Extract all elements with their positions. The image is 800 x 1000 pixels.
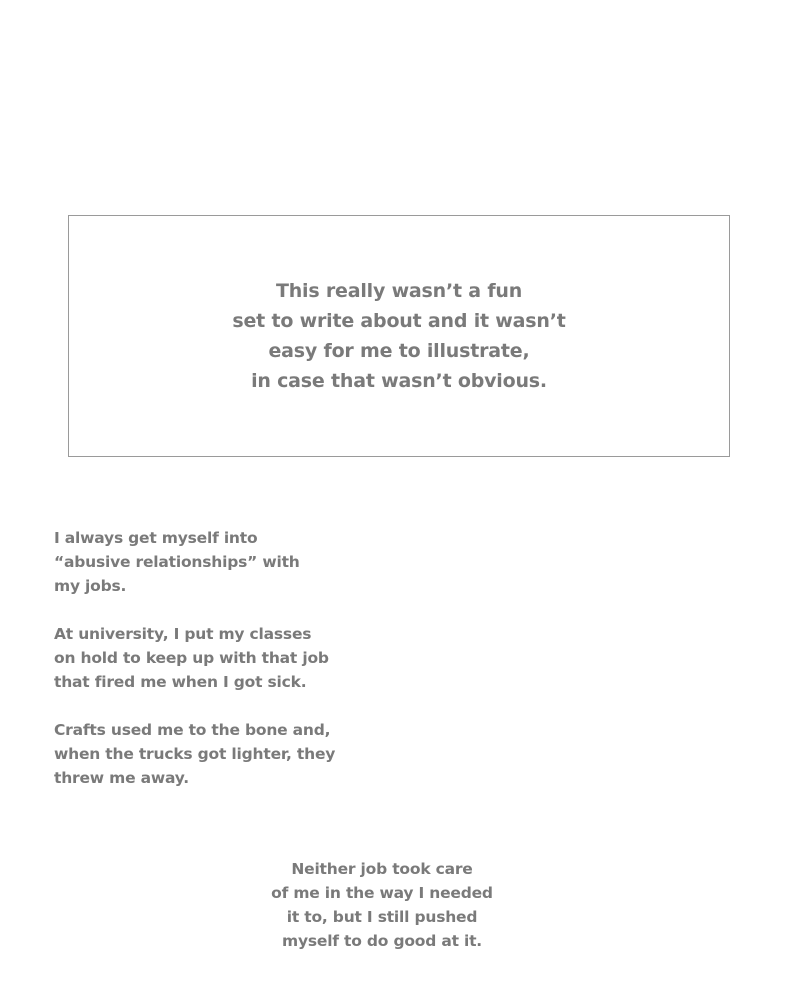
paragraph-line: threw me away.: [54, 769, 189, 787]
paragraph-line: “abusive relationships” with: [54, 553, 300, 571]
paragraph-jobs: [54, 526, 384, 598]
closing-line: it to, but I still pushed: [286, 908, 478, 926]
caption-line: set to write about and it wasn’t: [232, 310, 566, 332]
paragraph-line: that fired me when I got sick.: [54, 673, 307, 691]
caption-box: [68, 215, 730, 457]
paragraph-line: I always get myself into: [54, 529, 258, 547]
caption-text: [232, 276, 565, 396]
paragraph-line: Crafts used me to the bone and,: [54, 721, 331, 739]
closing-line: Neither job took care: [291, 860, 473, 878]
caption-line: easy for me to illustrate,: [268, 340, 530, 362]
closing-line: of me in the way I needed: [271, 884, 493, 902]
paragraph-line: on hold to keep up with that job: [54, 649, 329, 667]
paragraph-line: when the trucks got lighter, they: [54, 745, 336, 763]
paragraph-line: At university, I put my classes: [54, 625, 312, 643]
paragraph-crafts: [54, 718, 384, 790]
paragraph-line: my jobs.: [54, 577, 127, 595]
caption-line: in case that wasn’t obvious.: [251, 370, 547, 392]
closing-line: myself to do good at it.: [282, 932, 482, 950]
caption-line: This really wasn’t a fun: [275, 280, 523, 302]
paragraph-university: [54, 622, 384, 694]
narrative-column: [54, 526, 384, 814]
closing-text: [232, 857, 532, 953]
